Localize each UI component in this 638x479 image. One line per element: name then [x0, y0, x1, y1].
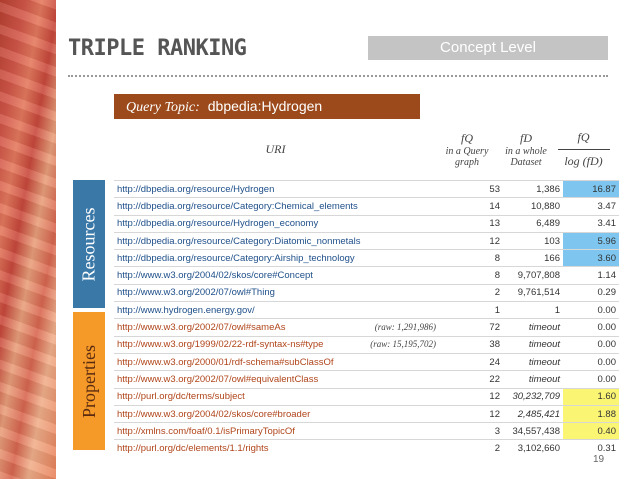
uri-link[interactable]: http://www.w3.org/2004/02/skos/core#broader — [117, 408, 311, 420]
score-cell: 5.96 — [563, 232, 619, 249]
uri-cell — [114, 250, 443, 267]
fd-cell: 6,489 — [503, 215, 563, 232]
fq-column-header — [437, 120, 497, 178]
uri-cell — [114, 371, 443, 388]
fd-cell: timeout — [503, 319, 563, 336]
properties-label: Properties — [78, 344, 99, 418]
resources-band — [73, 180, 105, 308]
score-cell: 0.00 — [563, 319, 619, 336]
fd-cell: 2,485,421 — [503, 405, 563, 422]
table-row — [114, 353, 619, 370]
score-cell: 3.41 — [563, 215, 619, 232]
fd-cell: 103 — [503, 232, 563, 249]
table-row — [114, 181, 619, 198]
uri-link[interactable]: http://www.hydrogen.energy.gov/ — [117, 304, 255, 316]
uri-link[interactable]: http://xmlns.com/foaf/0.1/isPrimaryTopicOf — [117, 425, 295, 437]
score-cell: 3.60 — [563, 250, 619, 267]
fq-cell: 3 — [443, 423, 503, 440]
score-cell: 0.00 — [563, 336, 619, 353]
resources-label: Resources — [78, 207, 99, 281]
uri-link[interactable]: http://purl.org/dc/terms/subject — [117, 391, 245, 403]
fd-cell: 34,557,438 — [503, 423, 563, 440]
raw-count-note: (raw: 15,195,702) — [370, 339, 436, 350]
fraction-line — [558, 149, 610, 150]
ratio-column-header — [555, 120, 612, 178]
fq-cell: 72 — [443, 319, 503, 336]
score-cell: 1.60 — [563, 388, 619, 405]
uri-cell — [114, 198, 443, 215]
fd-cell: 10,880 — [503, 198, 563, 215]
fq-cell: 2 — [443, 440, 503, 457]
uri-link[interactable]: http://www.w3.org/1999/02/22-rdf-syntax-ns#type — [117, 339, 324, 351]
uri-header-text: URI — [265, 141, 286, 156]
properties-band — [73, 312, 105, 450]
fq-cell: 22 — [443, 371, 503, 388]
uri-link[interactable]: http://www.w3.org/2002/07/owl#Thing — [117, 287, 275, 299]
dotted-divider — [68, 75, 608, 77]
page-number: 19 — [593, 454, 605, 465]
fd-header-sub2: Dataset — [510, 156, 542, 168]
uri-cell — [114, 405, 443, 422]
fq-cell: 24 — [443, 353, 503, 370]
uri-cell — [114, 181, 443, 198]
uri-cell — [114, 423, 443, 440]
table-row — [114, 423, 619, 440]
score-cell: 0.00 — [563, 371, 619, 388]
fd-header-main: fD — [520, 130, 532, 145]
ranking-table — [114, 180, 619, 457]
query-topic-value: dbpedia:Hydrogen — [207, 98, 323, 114]
table-row — [114, 371, 619, 388]
ranking-table-body — [114, 181, 619, 457]
uri-cell — [114, 353, 443, 370]
table-row — [114, 250, 619, 267]
table-row — [114, 284, 619, 301]
fq-cell: 13 — [443, 215, 503, 232]
fq-cell: 1 — [443, 302, 503, 319]
fd-cell: timeout — [503, 353, 563, 370]
uri-cell — [114, 302, 443, 319]
ratio-numerator: fQ — [577, 129, 590, 144]
uri-cell — [114, 388, 443, 405]
fq-header-sub1: in a Query — [445, 145, 489, 157]
fd-cell: 3,102,660 — [503, 440, 563, 457]
uri-link[interactable]: http://dbpedia.org/resource/Hydrogen_economy — [117, 218, 319, 230]
uri-cell — [114, 319, 443, 336]
fd-cell: 9,707,808 — [503, 267, 563, 284]
fd-cell: 1 — [503, 302, 563, 319]
table-row — [114, 388, 619, 405]
fq-cell: 2 — [443, 284, 503, 301]
fq-header-main: fQ — [461, 130, 473, 145]
uri-column-header — [114, 120, 437, 178]
fd-header-sub1: in a whole — [505, 145, 547, 157]
query-topic-label: Query Topic: — [126, 100, 200, 115]
uri-cell — [114, 215, 443, 232]
table-row — [114, 232, 619, 249]
fq-cell: 8 — [443, 267, 503, 284]
fq-cell: 53 — [443, 181, 503, 198]
uri-link[interactable]: http://dbpedia.org/resource/Category:Chemical_elements — [117, 200, 358, 212]
slide-title: TRIPLE RANKING — [68, 36, 247, 61]
uri-link[interactable]: http://dbpedia.org/resource/Category:Airship_technology — [117, 252, 355, 264]
uri-link[interactable]: http://dbpedia.org/resource/Category:Diatomic_nonmetals — [117, 235, 361, 247]
raw-count-note: (raw: 1,291,986) — [374, 322, 436, 333]
uri-link[interactable]: http://www.w3.org/2002/07/owl#equivalentClass — [117, 373, 319, 385]
table-row — [114, 267, 619, 284]
score-cell: 0.40 — [563, 423, 619, 440]
score-cell: 0.00 — [563, 302, 619, 319]
table-row — [114, 198, 619, 215]
fq-cell: 12 — [443, 388, 503, 405]
table-row — [114, 302, 619, 319]
fq-cell: 14 — [443, 198, 503, 215]
uri-link[interactable]: http://www.w3.org/2000/01/rdf-schema#subClassOf — [117, 356, 334, 368]
ratio-fraction — [558, 130, 610, 169]
score-cell: 0.31 — [563, 440, 619, 457]
fd-column-header — [497, 120, 555, 178]
score-cell: 3.47 — [563, 198, 619, 215]
fq-cell: 8 — [443, 250, 503, 267]
uri-cell — [114, 440, 443, 457]
fq-header-sub2: graph — [455, 156, 479, 168]
table-row — [114, 440, 619, 457]
query-topic-bar — [114, 94, 420, 119]
table-row — [114, 405, 619, 422]
score-cell: 16.87 — [563, 181, 619, 198]
score-cell: 1.88 — [563, 405, 619, 422]
fd-cell: timeout — [503, 371, 563, 388]
fd-cell: timeout — [503, 336, 563, 353]
fq-cell: 12 — [443, 232, 503, 249]
decorative-side-panel — [0, 0, 56, 479]
table-row — [114, 215, 619, 232]
table-row — [114, 319, 619, 336]
uri-cell — [114, 267, 443, 284]
concept-level-badge: Concept Level — [368, 36, 608, 60]
table-header — [114, 120, 612, 178]
fd-cell: 30,232,709 — [503, 388, 563, 405]
score-cell: 0.00 — [563, 353, 619, 370]
score-cell: 0.29 — [563, 284, 619, 301]
fq-cell: 38 — [443, 336, 503, 353]
uri-cell — [114, 232, 443, 249]
fd-cell: 1,386 — [503, 181, 563, 198]
fd-cell: 9,761,514 — [503, 284, 563, 301]
table-row — [114, 336, 619, 353]
uri-link[interactable]: http://www.w3.org/2004/02/skos/core#Concept — [117, 270, 313, 282]
uri-link[interactable]: http://purl.org/dc/elements/1.1/rights — [117, 443, 269, 455]
score-cell: 1.14 — [563, 267, 619, 284]
uri-cell — [114, 336, 443, 353]
fd-cell: 166 — [503, 250, 563, 267]
uri-link[interactable]: http://www.w3.org/2002/07/owl#sameAs — [117, 322, 286, 334]
fq-cell: 12 — [443, 405, 503, 422]
uri-cell — [114, 284, 443, 301]
ratio-denominator: log (fD) — [564, 153, 603, 168]
uri-link[interactable]: http://dbpedia.org/resource/Hydrogen — [117, 183, 275, 195]
